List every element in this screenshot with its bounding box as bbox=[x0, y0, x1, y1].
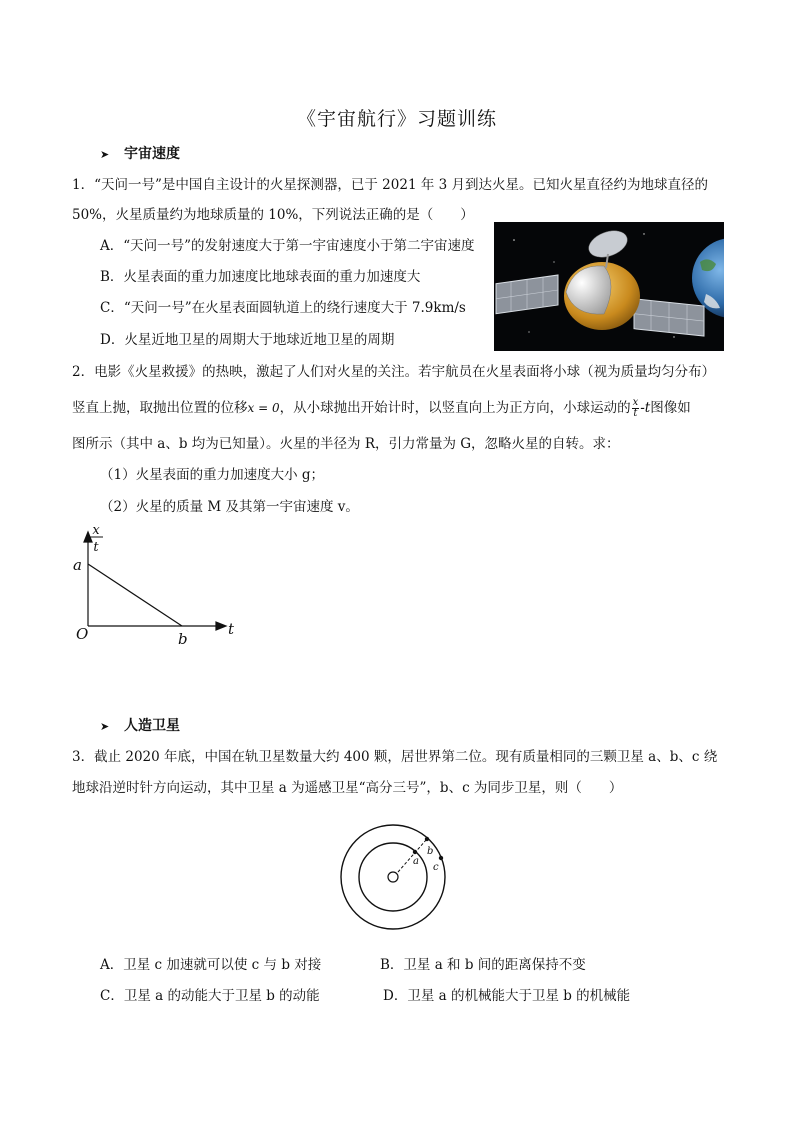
graph-label-a: a bbox=[73, 556, 82, 574]
satellite-c-label: c bbox=[433, 862, 439, 873]
question-2-sub-1: （1）火星表面的重力加速度大小 g； bbox=[100, 467, 325, 483]
question-1-line-2: 50%，火星质量约为地球质量的 10%，下列说法正确的是（ ） bbox=[72, 207, 474, 223]
y-label-denominator: t bbox=[93, 540, 99, 555]
satellite-b-dot bbox=[425, 837, 429, 841]
question-3-option-b: B．卫星 a 和 b 间的距离保持不变 bbox=[380, 957, 586, 973]
tianwen-probe-image bbox=[494, 222, 724, 351]
section-heading-cosmic-velocity bbox=[100, 143, 180, 163]
question-2-line-1: 2．电影《火星救援》的热映，激起了人们对火星的关注。若宇航员在火星表面将小球（视为质量均匀分布） bbox=[72, 364, 716, 380]
question-1-option-a: A．“天问一号”的发射速度大于第一宇宙速度小于第二宇宙速度 bbox=[100, 238, 475, 254]
satellite-a-label: a bbox=[413, 856, 419, 867]
satellite-orbit-diagram bbox=[335, 822, 455, 940]
question-3-line-2: 地球沿逆时针方向运动，其中卫星 a 为遥感卫星“高分三号”，b、c 为同步卫星，则（ ） bbox=[72, 780, 623, 796]
question-2-x-equals-zero: x = 0 bbox=[247, 401, 280, 415]
question-1-option-c: C．“天问一号”在火星表面圆轨道上的绕行速度大于 7.9km/s bbox=[100, 300, 466, 316]
page-title: 《宇宙航行》习题训练 bbox=[296, 108, 497, 130]
graph-line bbox=[88, 564, 182, 626]
section-heading-satellites bbox=[100, 715, 180, 735]
satellite-c-dot bbox=[439, 856, 443, 860]
question-2-line-3: 图所示（其中 a、b 均为已知量）。火星的半径为 R，引力常量为 G，忽略火星的自转。求： bbox=[72, 436, 620, 452]
section-label: 人造卫星 bbox=[124, 718, 180, 734]
fraction-numerator: x bbox=[632, 397, 639, 408]
satellite-a-dot bbox=[413, 850, 417, 854]
question-2-text-b: ，从小球抛出开始计时，以竖直向上为正方向，小球运动的 bbox=[279, 400, 631, 416]
arrow-bullet-icon: ➤ bbox=[100, 720, 110, 733]
graph-label-b: b bbox=[178, 630, 188, 648]
section-label: 宇宙速度 bbox=[124, 146, 180, 162]
question-2-text-c: 图像如 bbox=[650, 400, 691, 416]
question-3-line-1: 3．截止 2020 年底，中国在轨卫星数量大约 400 颗，居世界第二位。现有质量相同的三颗卫星 a、b、c 绕 bbox=[72, 749, 718, 765]
question-2-sub-2: （2）火星的质量 M 及其第一宇宙速度 v。 bbox=[100, 499, 359, 515]
y-label-numerator: x bbox=[92, 523, 100, 538]
question-3-option-c: C．卫星 a 的动能大于卫星 b 的动能 bbox=[100, 988, 320, 1004]
question-2-t-axis: -t bbox=[640, 400, 651, 416]
x-over-t-fraction bbox=[632, 398, 640, 419]
arrow-bullet-icon: ➤ bbox=[100, 148, 110, 161]
question-1-option-d: D．火星近地卫星的周期大于地球近地卫星的周期 bbox=[100, 332, 395, 348]
satellite-b-label: b bbox=[427, 846, 434, 857]
question-2-text-a: 竖直上抛，取抛出位置的位移 bbox=[72, 400, 248, 416]
question-1-option-b: B．火星表面的重力加速度比地球表面的重力加速度大 bbox=[100, 269, 421, 285]
question-3-option-d: D．卫星 a 的机械能大于卫星 b 的机械能 bbox=[383, 988, 631, 1004]
x-axis-arrow-icon bbox=[216, 622, 226, 630]
question-2-line-2 bbox=[72, 398, 691, 419]
question-3-option-a: A．卫星 c 加速就可以使 c 与 b 对接 bbox=[100, 957, 322, 973]
fraction-denominator: t bbox=[633, 408, 638, 419]
x-over-t-graph bbox=[68, 520, 248, 650]
question-1-line-1: 1．“天问一号”是中国自主设计的火星探测器，已于 2021 年 3 月到达火星。已知火星直径约为地球直径的 bbox=[72, 177, 709, 193]
earth-icon bbox=[388, 872, 398, 882]
graph-label-t: t bbox=[228, 620, 235, 638]
graph-label-origin: O bbox=[76, 625, 89, 643]
